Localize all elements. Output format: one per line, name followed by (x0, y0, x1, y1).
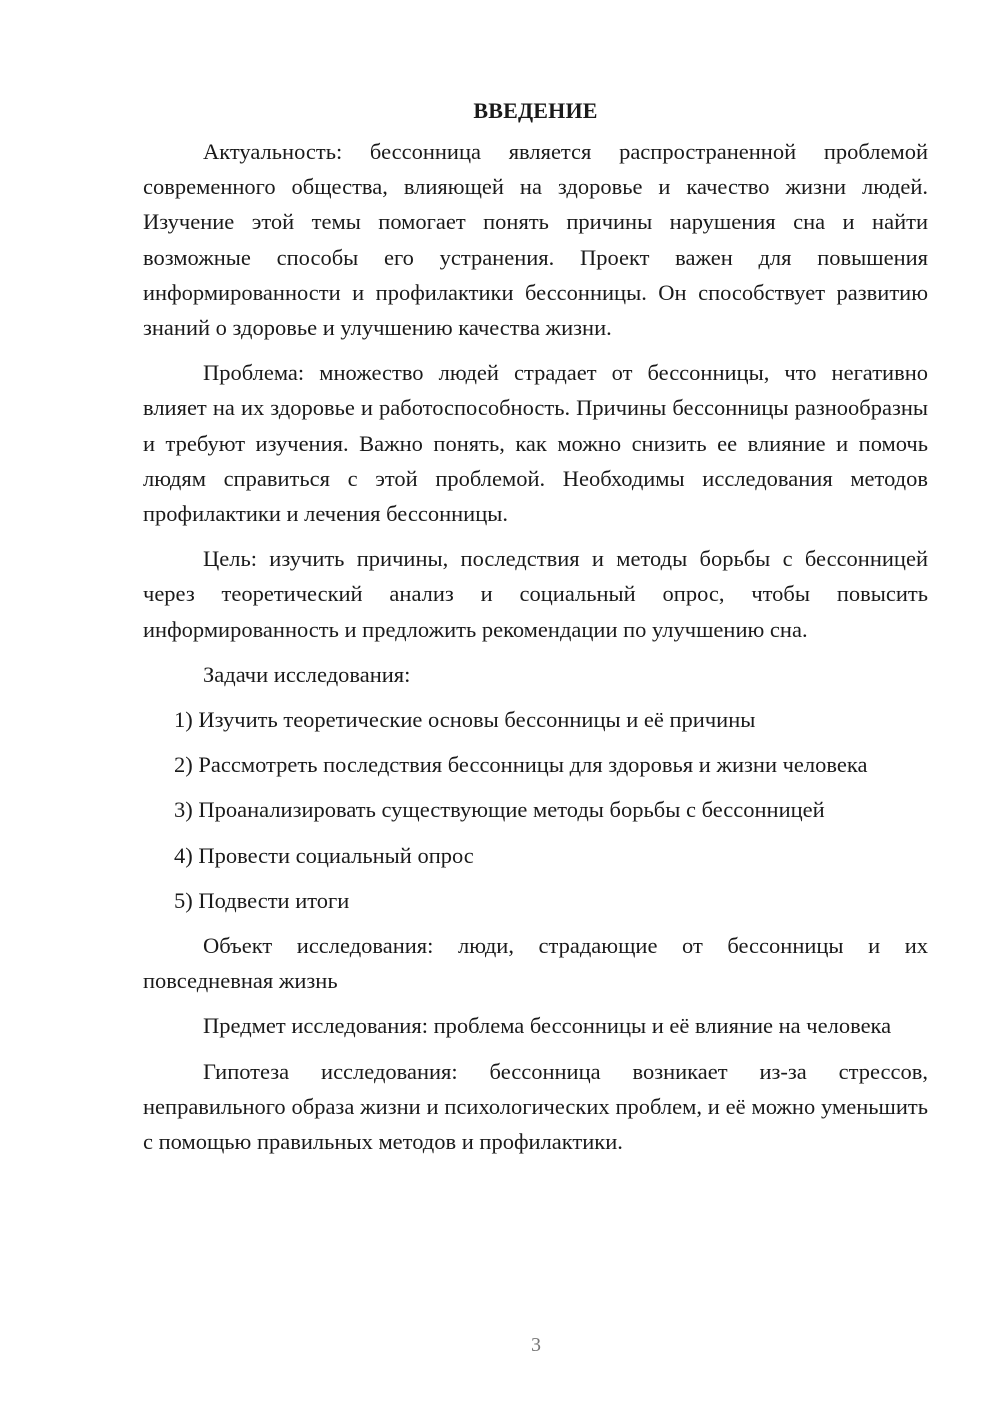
goal-paragraph: Цель: изучить причины, последствия и методы борьбы с бессонницей через теоретический анализ и социальный опрос, чтобы повысить информированность и предложить рекомендации по улучшению сна. (143, 546, 928, 642)
task-item: 5) Подвести итоги (174, 887, 350, 913)
page-title: ВВЕДЕНИЕ (473, 98, 598, 123)
tasks-heading: Задачи исследования: (203, 661, 411, 687)
task-item: 1) Изучить теоретические основы бессонницы и её причины (174, 707, 756, 733)
page-content (143, 96, 928, 1169)
object-paragraph: Объект исследования: люди, страдающие от бессонницы и их повседневная жизнь (143, 933, 928, 994)
task-item: 3) Проанализировать существующие методы борьбы с бессонницей (174, 797, 825, 823)
subject-paragraph: Предмет исследования: проблема бессонницы и её влияние на человека (203, 1013, 892, 1039)
hypothesis-paragraph: Гипотеза исследования: бессонница возникает из-за стрессов, неправильного образа жизни и психологических проблем, и её можно уменьшить с помощью правильных методов и профилактики. (143, 1058, 928, 1155)
task-item: 4) Провести социальный опрос (174, 842, 474, 868)
problem-paragraph: Проблема: множество людей страдает от бессонницы, что негативно влияет на их здоровье и работоспособность. Причины бессонницы разнообразны и требуют изучения. Важно понять, как можно снизить ее влияние и помочь людям справиться с этой проблемой. Необходимы исследования методов профилактики и лечения бессонницы. (143, 360, 928, 527)
task-item: 2) Рассмотреть последствия бессонницы для здоровья и жизни человека (174, 752, 868, 778)
relevance-paragraph: Актуальность: бессонница является распространенной проблемой современного общества, влияющей на здоровье и качество жизни людей. Изучение этой темы помогает понять причины нарушения сна и найти возможные способы его устранения. Проект важен для повышения информированности и профилактики бессонницы. Он способствует развитию знаний о здоровье и улучшению качества жизни. (143, 139, 928, 341)
page-number: 3 (531, 1334, 541, 1356)
